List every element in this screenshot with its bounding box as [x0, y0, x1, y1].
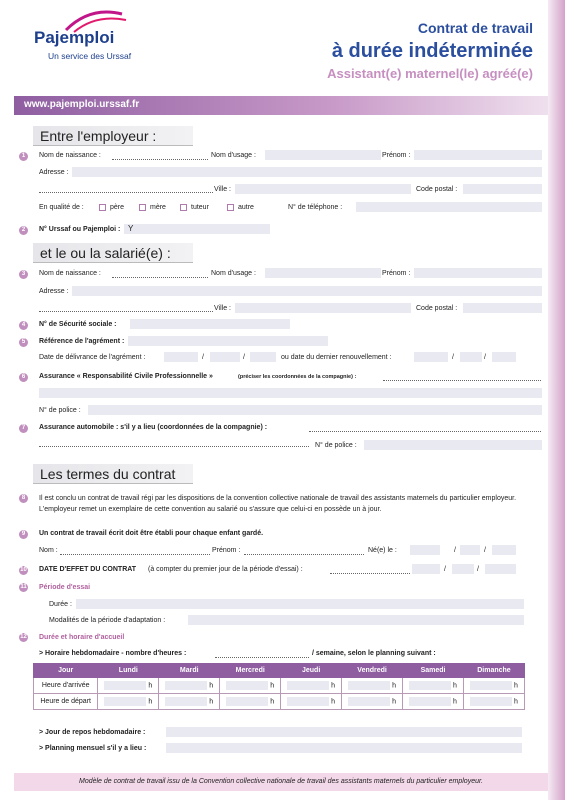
monthly-planning-field[interactable]: [166, 743, 522, 753]
col-mercredi: Mercredi: [220, 664, 281, 678]
item-number-4: 4: [19, 321, 28, 330]
item-number-2: 2: [19, 226, 28, 235]
col-lundi: Lundi: [98, 664, 159, 678]
table-row: [34, 694, 525, 710]
item-number-10: 10: [20, 567, 27, 573]
schedule-header-row: [34, 664, 525, 678]
role-mere-checkbox[interactable]: [139, 204, 146, 211]
time-cell[interactable]: h: [159, 678, 220, 694]
dotted-line: [244, 554, 364, 555]
employer-city-label: Ville :: [214, 186, 231, 193]
car-policy-field[interactable]: [364, 440, 542, 450]
item-number-1: 1: [19, 152, 28, 161]
employer-firstname-field[interactable]: [414, 150, 542, 160]
employee-address-field[interactable]: [72, 286, 542, 296]
employee-postcode-label: Code postal :: [416, 305, 458, 312]
time-cell[interactable]: h: [98, 678, 159, 694]
col-jeudi: Jeudi: [281, 664, 342, 678]
employee-firstname-field[interactable]: [414, 268, 542, 278]
employee-address-label: Adresse :: [39, 288, 69, 295]
adaptation-label: Modalités de la période d'adaptation :: [49, 617, 166, 624]
date-slash: /: [454, 547, 456, 554]
start-date-note: (à compter du premier jour de la période d'essai) :: [148, 566, 303, 573]
rcp-policy-field[interactable]: [88, 405, 542, 415]
contract-heading: Les termes du contrat: [40, 466, 176, 482]
item-number-11: 11: [20, 584, 27, 590]
employee-city-label: Ville :: [214, 305, 231, 312]
urssaf-number-value: Y: [128, 224, 134, 233]
start-month-field[interactable]: [452, 564, 474, 574]
employer-address-field[interactable]: [72, 167, 542, 177]
dotted-line: [60, 554, 210, 555]
dotted-line: [309, 431, 541, 432]
agreement-day-field[interactable]: [164, 352, 198, 362]
time-cell[interactable]: h: [98, 694, 159, 710]
time-cell[interactable]: h: [403, 694, 464, 710]
col-dimanche: Dimanche: [463, 664, 524, 678]
time-cell[interactable]: h: [281, 694, 342, 710]
date-slash: /: [477, 566, 479, 573]
role-autre-label: autre: [238, 204, 254, 211]
trial-duration-label: Durée :: [49, 601, 72, 608]
logo-subtitle: Un service des Urssaf: [48, 51, 132, 61]
row-label-arrival: Heure d'arrivée: [34, 678, 98, 694]
role-tuteur-label: tuteur: [191, 204, 209, 211]
dotted-line: [112, 159, 208, 160]
convention-text: Il est conclu un contrat de travail régi par les dispositions de la convention collective nationale de travail des assistants maternels du particulier employeur. L'employeur remet un exemplaire de cette convention au salarié ou s'assure que celui-ci en possède un à jour.: [39, 495, 517, 513]
col-day: Jour: [34, 664, 98, 678]
table-row: [34, 678, 525, 694]
dotted-line: [215, 657, 309, 658]
social-security-field[interactable]: [130, 319, 290, 329]
child-birthdate-label: Né(e) le :: [368, 547, 397, 554]
car-policy-label: N° de police :: [315, 442, 357, 449]
dotted-line: [330, 573, 410, 574]
logo-name: Pajemploi: [34, 28, 115, 47]
trial-duration-field[interactable]: [76, 599, 524, 609]
agreement-ref-field[interactable]: [128, 336, 328, 346]
role-tuteur-checkbox[interactable]: [180, 204, 187, 211]
employee-heading: et le ou la salarié(e) :: [40, 245, 171, 261]
employee-city-field[interactable]: [235, 303, 411, 313]
dotted-line: [39, 311, 213, 312]
adaptation-field[interactable]: [188, 615, 524, 625]
employee-postcode-field[interactable]: [463, 303, 542, 313]
employer-heading: Entre l'employeur :: [40, 128, 157, 144]
employer-phone-label: N° de téléphone :: [288, 204, 343, 211]
start-date-label: DATE D'EFFET DU CONTRAT: [39, 566, 137, 573]
renewal-date-label: ou date du dernier renouvellement :: [281, 354, 392, 361]
dotted-line: [383, 380, 541, 381]
rcp-policy-label: N° de police :: [39, 407, 81, 414]
time-cell[interactable]: h: [281, 678, 342, 694]
employee-usage-name-field[interactable]: [265, 268, 381, 278]
role-pere-checkbox[interactable]: [99, 204, 106, 211]
child-contract-note: Un contrat de travail écrit doit être établi pour chaque enfant gardé.: [39, 530, 264, 537]
employer-role-label: En qualité de :: [39, 204, 84, 211]
child-firstname-label: Prénom :: [212, 547, 241, 554]
child-birth-year-field[interactable]: [492, 545, 516, 555]
role-autre-checkbox[interactable]: [227, 204, 234, 211]
employer-birthname-label: Nom de naissance :: [39, 152, 101, 159]
urssaf-number-field[interactable]: [124, 224, 270, 234]
role-pere-label: père: [110, 204, 125, 211]
date-slash: /: [484, 547, 486, 554]
employee-usage-name-label: Nom d'usage :: [211, 270, 256, 277]
urssaf-number-label: N° Urssaf ou Pajemploi :: [39, 226, 121, 233]
item-number-8: 8: [19, 494, 28, 503]
employer-city-field[interactable]: [235, 184, 411, 194]
child-birth-day-field[interactable]: [410, 545, 440, 555]
car-insurance-label: Assurance automobile : s'il y a lieu (coordonnées de la compagnie) :: [39, 424, 268, 431]
time-cell[interactable]: h: [342, 678, 403, 694]
child-birth-month-field[interactable]: [460, 545, 480, 555]
weekly-schedule-table: [33, 663, 525, 710]
item-number-6: 6: [19, 373, 28, 382]
col-vendredi: Vendredi: [342, 664, 403, 678]
time-cell[interactable]: h: [342, 694, 403, 710]
weekly-hours-label: > Horaire hebdomadaire - nombre d'heures :: [39, 650, 187, 657]
date-slash: /: [484, 354, 486, 361]
employer-firstname-label: Prénom :: [382, 152, 411, 159]
time-cell[interactable]: h: [463, 678, 524, 694]
employer-usage-name-field[interactable]: [265, 150, 381, 160]
item-number-5: 5: [19, 338, 28, 347]
agreement-month-field[interactable]: [210, 352, 240, 362]
schedule-heading: Durée et horaire d'accueil: [39, 634, 125, 641]
renewal-year-field[interactable]: [492, 352, 516, 362]
social-security-label: N° de Sécurité sociale :: [39, 321, 117, 328]
time-cell[interactable]: h: [463, 694, 524, 710]
start-day-field[interactable]: [412, 564, 440, 574]
time-cell[interactable]: h: [403, 678, 464, 694]
time-cell[interactable]: h: [220, 678, 281, 694]
rest-day-label: > Jour de repos hebdomadaire :: [39, 729, 146, 736]
col-mardi: Mardi: [159, 664, 220, 678]
footer-text: Modèle de contrat de travail issu de la Convention collective nationale de travail des assistants maternels du particulier employeur.: [78, 778, 483, 785]
doc-title-line3: Assistant(e) maternel(le) agréé(e): [327, 66, 533, 81]
col-samedi: Samedi: [403, 664, 464, 678]
date-slash: /: [202, 354, 204, 361]
rcp-insurance-note: (préciser les coordonnées de la compagnie) :: [238, 374, 357, 380]
dotted-line: [112, 277, 208, 278]
employee-birthname-label: Nom de naissance :: [39, 270, 101, 277]
date-slash: /: [243, 354, 245, 361]
rcp-insurance-field[interactable]: [39, 388, 542, 398]
employer-usage-name-label: Nom d'usage :: [211, 152, 256, 159]
employer-address-label: Adresse :: [39, 169, 69, 176]
time-cell[interactable]: h: [159, 694, 220, 710]
start-year-field[interactable]: [485, 564, 516, 574]
dotted-line: [39, 192, 213, 193]
renewal-month-field[interactable]: [460, 352, 482, 362]
item-number-3: 3: [19, 270, 28, 279]
employee-firstname-label: Prénom :: [382, 270, 411, 277]
side-accent-bar: [548, 0, 565, 800]
trial-period-heading: Période d'essai: [39, 584, 91, 591]
employer-postcode-field[interactable]: [463, 184, 542, 194]
agreement-date-label: Date de délivrance de l'agrément :: [39, 354, 146, 361]
employer-phone-field[interactable]: [356, 202, 542, 212]
date-slash: /: [444, 566, 446, 573]
child-name-label: Nom :: [39, 547, 58, 554]
role-mere-label: mère: [150, 204, 166, 211]
website-url[interactable]: www.pajemploi.urssaf.fr: [24, 99, 140, 110]
item-number-9: 9: [19, 530, 28, 539]
weekly-hours-suffix: / semaine, selon le planning suivant :: [312, 650, 436, 657]
doc-title-line1: Contrat de travail: [417, 20, 533, 36]
doc-title-line2: à durée indéterminée: [331, 40, 533, 62]
monthly-planning-label: > Planning mensuel s'il y a lieu :: [39, 745, 147, 752]
agreement-ref-label: Référence de l'agrément :: [39, 338, 125, 345]
item-number-12: 12: [20, 634, 27, 640]
rest-day-field[interactable]: [166, 727, 522, 737]
date-slash: /: [452, 354, 454, 361]
rcp-insurance-label: Assurance « Responsabilité Civile Professionnelle »: [39, 373, 213, 380]
time-cell[interactable]: h: [220, 694, 281, 710]
renewal-day-field[interactable]: [414, 352, 448, 362]
dotted-line: [39, 446, 309, 447]
row-label-departure: Heure de départ: [34, 694, 98, 710]
agreement-year-field[interactable]: [250, 352, 276, 362]
employer-postcode-label: Code postal :: [416, 186, 458, 193]
item-number-7: 7: [19, 424, 28, 433]
